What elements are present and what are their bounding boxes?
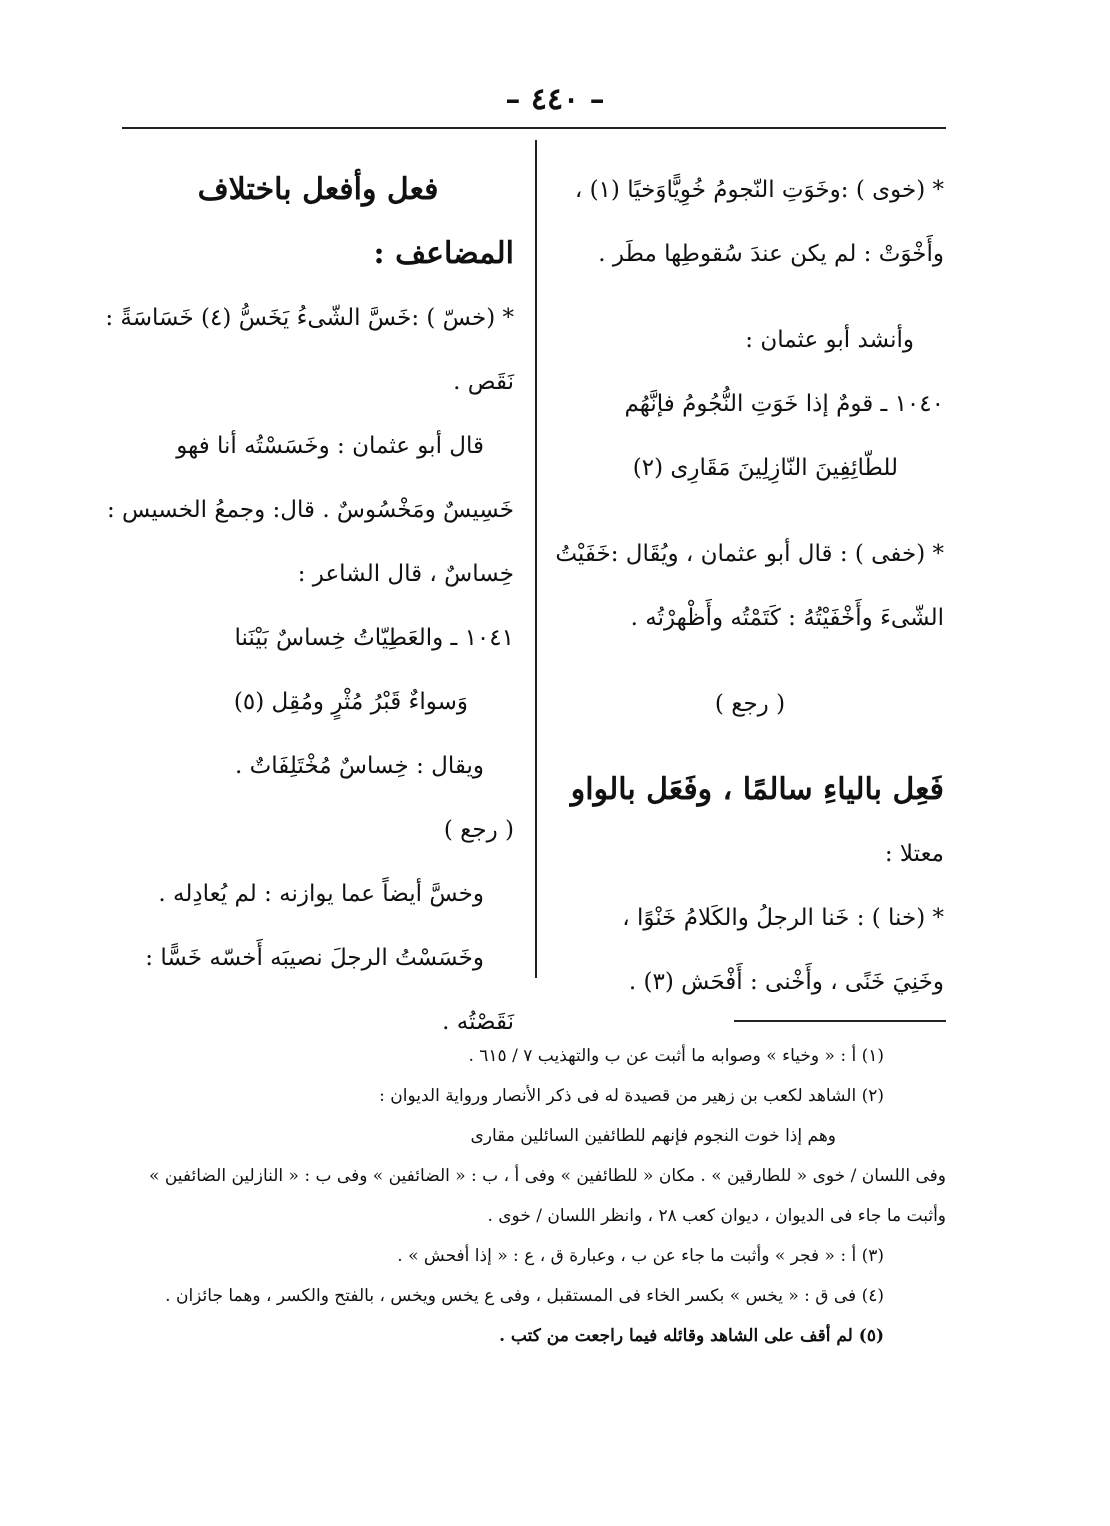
right-column-line: معتلا : [884, 841, 944, 867]
right-column-line: وأنشد أبو عثمان : [745, 327, 914, 353]
left-column-line: خَسِيسٌ ومَخْسُوسٌ . قال: وجمعُ الخسيس : [106, 497, 514, 523]
right-column-line: * (خفى ) : قال أبو عثمان ، ويُقَال :خَفَيْتُ [555, 541, 944, 567]
left-column-line: وخسَّ أيضاً عما يوازنه : لم يُعادِله . [158, 881, 484, 907]
footnote-line: وهم إذا خوت النجوم فإنهم للطائفين السائلين مقارى [470, 1126, 836, 1146]
left-column-line: خِساسٌ ، قال الشاعر : [297, 561, 514, 587]
footnote-line: (٣) أ : « فجر » وأثبت ما جاء عن ب ، وعبارة ق ، ع : « إذا أفحش » . [397, 1246, 884, 1266]
left-column-line: فعل وأفعل باختلاف [197, 172, 439, 207]
right-column-line: وأَخْوَتْ : لم يكن عندَ سُقوطِها مطَر . [598, 241, 944, 267]
left-column-line: وخَسَسْتُ الرجلَ نصيبَه أَخسّه خَسًّا : [145, 945, 484, 971]
footnote-line: (٢) الشاهد لكعب بن زهير من قصيدة له فى ذكر الأنصار ورواية الديوان : [379, 1086, 884, 1106]
right-column-line: ( رجع ) [714, 691, 786, 717]
right-column [556, 158, 944, 1014]
right-column-line: للطّائِفِينَ النّازِلِينَ مَقَارِى (٢) [632, 455, 898, 481]
left-column-line: نَقَصْتُه . [442, 1009, 514, 1035]
left-column-line: نَقَص . [453, 369, 514, 395]
left-column-line: قال أبو عثمان : وخَسَسْتُه أنا فهو [176, 433, 484, 459]
footnotes [122, 1036, 946, 1356]
left-column-line: وَسواءٌ قَبْرُ مُثْرٍ ومُقِل (٥) [233, 689, 468, 715]
page-number: – ٤٤٠ – [505, 82, 605, 117]
footnote-line: وأثبت ما جاء فى الديوان ، ديوان كعب ٢٨ ، وانظر اللسان / خوى . [487, 1206, 946, 1226]
left-column-line: ويقال : خِساسٌ مُخْتَلِفَاتٌ . [234, 753, 484, 779]
footnote-line: (٤) فى ق : « يخس » بكسر الخاء فى المستقبل ، وفى ع يخس ويخس ، بالفتح والكسر ، وهما جائزان . [165, 1286, 884, 1306]
column-divider [535, 140, 537, 978]
left-column [105, 158, 514, 1054]
footnote-line: وفى اللسان / خوى « للطارقين » . مكان « للطائفين » وفى أ ، ب : « الضائفين » وفى ب : « النازلين الضائفين » [149, 1166, 946, 1186]
right-column-line: فَعِل بالياءِ سالمًا ، وفَعَل بالواو [570, 772, 944, 807]
left-column-line: ١٠٤١ ـ والعَطِيّاتُ خِساسٌ بَيْنَنا [234, 625, 514, 651]
right-column-line: * (خوى ) :وخَوَتِ النّجومُ خُوِيًّاوَخيًا (١) ، [574, 177, 944, 203]
right-column-line: الشّىءَ وأَخْفَيْتُهُ : كَتَمْتُه وأَظْهرْتُه . [630, 605, 944, 631]
left-column-line: ( رجع ) [443, 817, 514, 843]
right-column-line: * (خنا ) : خَنا الرجلُ والكَلامُ خَنْوًا ، [622, 905, 944, 931]
left-column-line: المضاعف : [373, 236, 514, 271]
footnote-line: (٥) لم أقف على الشاهد وقائله فيما راجعت من كتب . [499, 1326, 884, 1346]
footnote-line: (١) أ : « وخياء » وصوابه ما أثبت عن ب والتهذيب ٧ / ٦١٥ . [468, 1046, 884, 1066]
right-column-line: وخَنِيَ خَنًى ، وأَخْنى : أَفْحَش (٣) . [628, 969, 944, 995]
right-column-line: ١٠٤٠ ـ قومٌ إذا خَوَتِ النُّجُومُ فإنَّهُم [624, 391, 944, 417]
left-column-line: * (خسّ ) :خَسَّ الشّىءُ يَخَسُّ (٤) خَسَاسَةً : [105, 305, 514, 331]
footnote-rule [734, 1020, 946, 1022]
header-rule [122, 127, 946, 129]
